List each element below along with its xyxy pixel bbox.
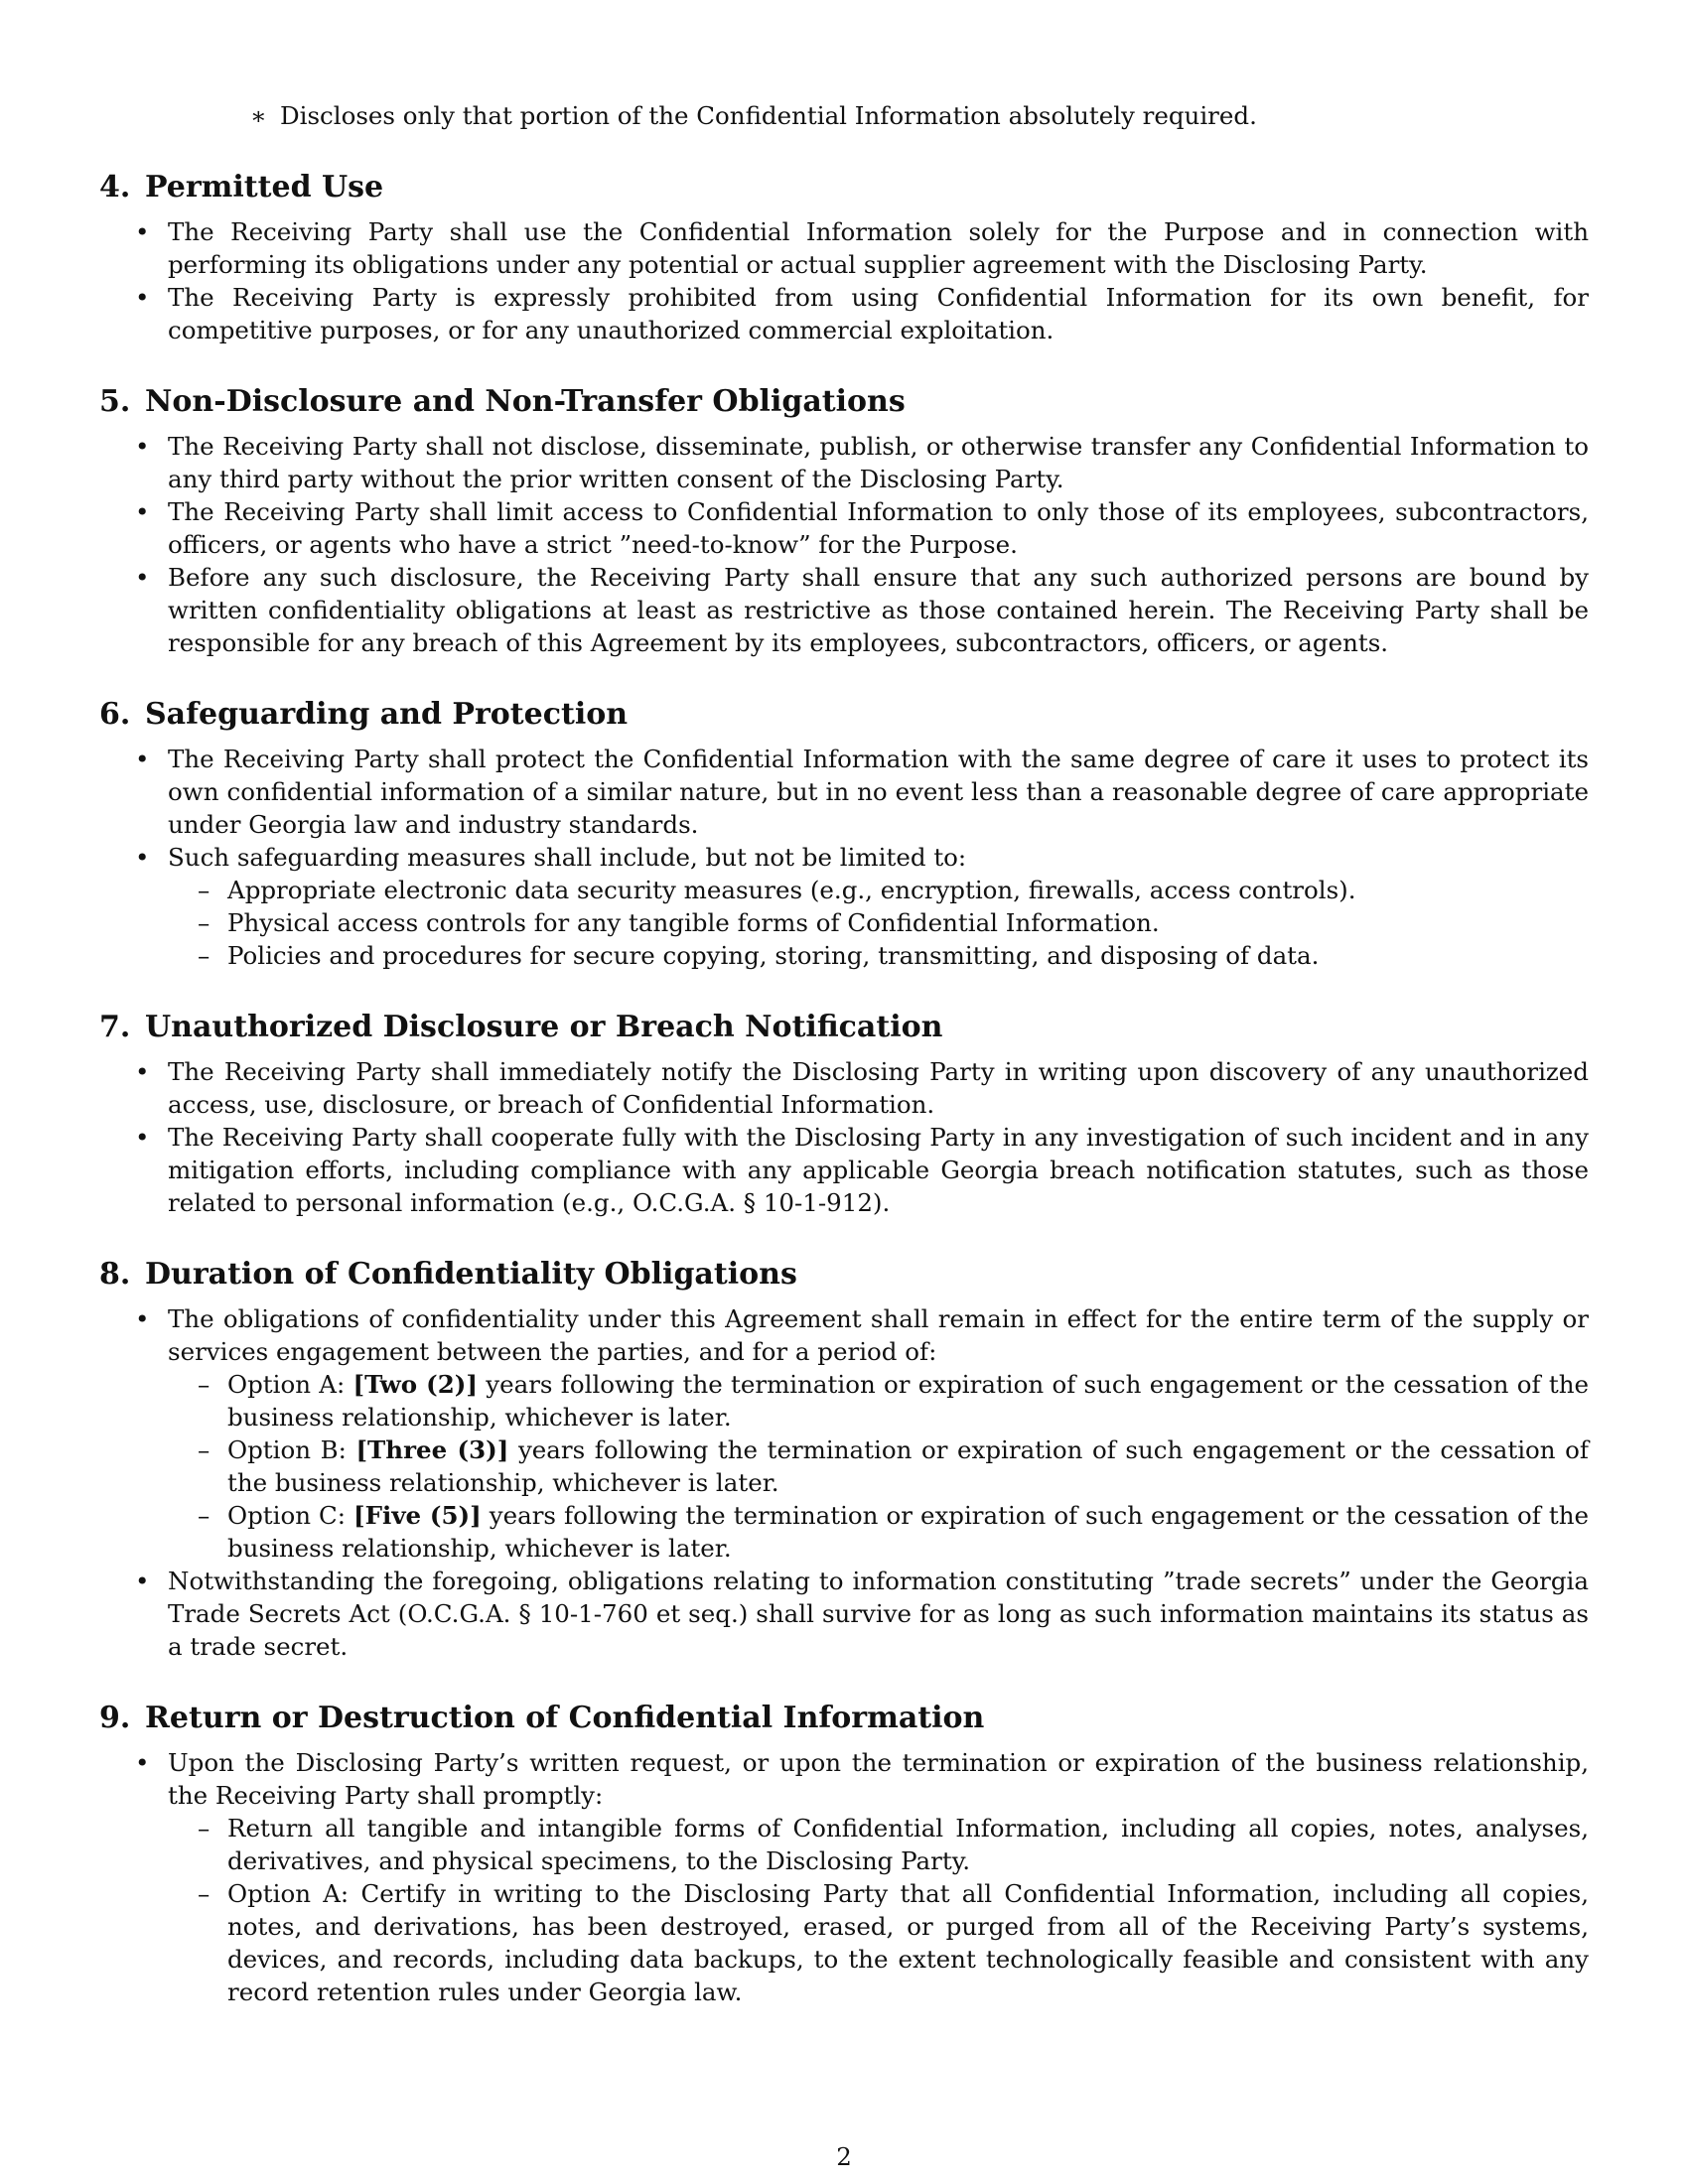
bullet-marker: • [135, 1304, 150, 1333]
section-heading [99, 168, 1589, 207]
section-number: 4. [99, 170, 131, 205]
section-heading [99, 1008, 1589, 1047]
list-item [99, 841, 1589, 972]
option-text: years following the termination or expiration of such engagement or the cessation of the business relationship, whichever is later. [227, 1435, 1589, 1497]
list-item [99, 215, 1589, 281]
dash-marker: – [198, 1435, 211, 1464]
list-item-text: Upon the Disclosing Party’s written request, or upon the termination or expiration of the business relationship, the Receiving Party shall promptly: [168, 1748, 1589, 1810]
sub-list-item-text: Return all tangible and intangible forms of Confidential Information, including all copies, notes, analyses, derivatives, and physical specimens, to the Disclosing Party. [227, 1814, 1589, 1875]
section-return-destruction [99, 1699, 1589, 2008]
continued-list-item [99, 99, 1589, 132]
dash-marker: – [198, 1370, 211, 1399]
bullet-marker: • [135, 843, 150, 872]
section-duration [99, 1255, 1589, 1663]
list-item-text: The Receiving Party shall protect the Confidential Information with the same degree of care it uses to protect its own confidential information of a similar nature, but in no event less than a reasonable degree of care appropriate under Georgia law and industry standards. [168, 745, 1589, 839]
bullet-list [99, 1746, 1589, 2008]
option-prefix: Option B: [227, 1435, 356, 1464]
list-item-text: Before any such disclosure, the Receiving Party shall ensure that any such authorized persons are bound by written confidentiality obligations at least as restrictive as those contained herein. The Receiving Party shall be responsible for any breach of this Agreement by its employees, subcontractors, officers, or agents. [168, 563, 1589, 657]
section-number: 6. [99, 697, 131, 732]
bullet-marker: • [135, 1057, 150, 1086]
page-content [99, 99, 1589, 2044]
bullet-list [99, 743, 1589, 972]
section-heading [99, 695, 1589, 735]
bullet-list [99, 1055, 1589, 1219]
bullet-marker: • [135, 497, 150, 526]
option-item [168, 1499, 1589, 1565]
bullet-marker: • [135, 217, 150, 246]
list-item [99, 430, 1589, 495]
bullet-list [99, 215, 1589, 346]
section-title: Return or Destruction of Confidential Information [145, 1701, 985, 1735]
sub-list-item-text: Option A: Certify in writing to the Disclosing Party that all Confidential Information, including all copies, notes, and derivations, has been destroyed, erased, or purged from all of the Receiving Party’s systems, devices, and records, including data backups, to the extent technologically feasible and consistent with any record retention rules under Georgia law. [227, 1879, 1589, 2006]
dash-marker: – [198, 1879, 211, 1908]
list-item [99, 1055, 1589, 1121]
section-number: 9. [99, 1701, 131, 1735]
sub-list-item-text: Appropriate electronic data security measures (e.g., encryption, firewalls, access controls). [227, 876, 1356, 904]
bullet-marker: • [135, 1123, 150, 1152]
sub-list-item [168, 906, 1589, 939]
sub-list [168, 1812, 1589, 2008]
bullet-list [99, 430, 1589, 659]
list-item [99, 743, 1589, 841]
list-item [99, 561, 1589, 659]
option-text: years following the termination or expiration of such engagement or the cessation of the business relationship, whichever is later. [227, 1501, 1589, 1563]
list-item-text: The Receiving Party shall limit access to Confidential Information to only those of its employees, subcontractors, officers, or agents who have a strict ”need-to-know” for the Purpose. [168, 497, 1589, 559]
section-permitted-use [99, 168, 1589, 346]
option-item [168, 1433, 1589, 1499]
sub-list-item [168, 874, 1589, 906]
bullet-marker: • [135, 563, 150, 592]
list-item [99, 1565, 1589, 1663]
bullet-marker: • [135, 745, 150, 773]
option-prefix: Option C: [227, 1501, 354, 1530]
section-non-disclosure [99, 382, 1589, 659]
sub-list-item [168, 1877, 1589, 2008]
section-safeguarding [99, 695, 1589, 972]
list-item-text: Such safeguarding measures shall include, but not be limited to: [168, 843, 967, 872]
dash-marker: – [198, 908, 211, 937]
section-title: Duration of Confidentiality Obligations [145, 1257, 797, 1292]
sub-list-item-text: Policies and procedures for secure copying, storing, transmitting, and disposing of data. [227, 941, 1320, 970]
list-item [99, 1746, 1589, 2008]
list-item-text: Notwithstanding the foregoing, obligations relating to information constituting ”trade secrets” under the Georgia Trade Secrets Act (O.C.G.A. § 10-1-760 et seq.) shall survive for as long as such information maintains its status as a trade secret. [168, 1567, 1589, 1661]
sub-list-item-text: Physical access controls for any tangible forms of Confidential Information. [227, 908, 1160, 937]
section-title: Unauthorized Disclosure or Breach Notification [145, 1010, 943, 1044]
option-term: [Two (2)] [352, 1370, 478, 1399]
option-prefix: Option A: [227, 1370, 353, 1399]
section-breach-notification [99, 1008, 1589, 1219]
bullet-marker: • [135, 1567, 150, 1595]
list-item-text: Discloses only that portion of the Confidential Information absolutely required. [280, 101, 1257, 130]
dash-marker: – [198, 941, 211, 970]
bullet-marker: • [135, 432, 150, 461]
section-heading [99, 1255, 1589, 1295]
list-item [99, 281, 1589, 346]
sub-list [168, 874, 1589, 972]
option-term: [Five (5)] [353, 1501, 482, 1530]
bullet-marker: • [135, 283, 150, 312]
sub-list-item [168, 1812, 1589, 1877]
asterisk-marker: ∗ [250, 101, 267, 130]
sub-list [168, 1368, 1589, 1565]
option-item [168, 1368, 1589, 1433]
dash-marker: – [198, 1814, 211, 1843]
list-item-text: The Receiving Party shall not disclose, disseminate, publish, or otherwise transfer any Confidential Information to any third party without the prior written consent of the Disclosing Party. [168, 432, 1589, 493]
section-number: 5. [99, 384, 131, 419]
section-number: 8. [99, 1257, 131, 1292]
section-number: 7. [99, 1010, 131, 1044]
page-number: 2 [836, 2142, 852, 2171]
bullet-marker: • [135, 1748, 150, 1777]
option-term: [Three (3)] [355, 1435, 509, 1464]
section-heading [99, 1699, 1589, 1738]
section-title: Safeguarding and Protection [145, 697, 629, 732]
sub-list-item [168, 939, 1589, 972]
list-item [99, 1121, 1589, 1219]
section-title: Non-Disclosure and Non-Transfer Obligations [145, 384, 906, 419]
list-item-text: The Receiving Party shall use the Confidential Information solely for the Purpose and in connection with performing its obligations under any potential or actual supplier agreement with the Disclosing Party. [168, 217, 1589, 279]
list-item-text: The Receiving Party is expressly prohibited from using Confidential Information for its own benefit, for competitive purposes, or for any unauthorized commercial exploitation. [168, 283, 1589, 344]
section-heading [99, 382, 1589, 422]
bullet-list [99, 1302, 1589, 1663]
list-item-text: The Receiving Party shall immediately notify the Disclosing Party in writing upon discovery of any unauthorized access, use, disclosure, or breach of Confidential Information. [168, 1057, 1589, 1119]
list-item-text: The Receiving Party shall cooperate fully with the Disclosing Party in any investigation of such incident and in any mitigation efforts, including compliance with any applicable Georgia breach notification statutes, such as those related to personal information (e.g., O.C.G.A. § 10-1-912). [168, 1123, 1589, 1217]
section-title: Permitted Use [145, 170, 384, 205]
list-item [99, 1302, 1589, 1565]
list-item [99, 495, 1589, 561]
dash-marker: – [198, 876, 211, 904]
list-item-text: The obligations of confidentiality under this Agreement shall remain in effect for the entire term of the supply or services engagement between the parties, and for a period of: [168, 1304, 1589, 1366]
option-text: years following the termination or expiration of such engagement or the cessation of the business relationship, whichever is later. [227, 1370, 1589, 1432]
dash-marker: – [198, 1501, 211, 1530]
